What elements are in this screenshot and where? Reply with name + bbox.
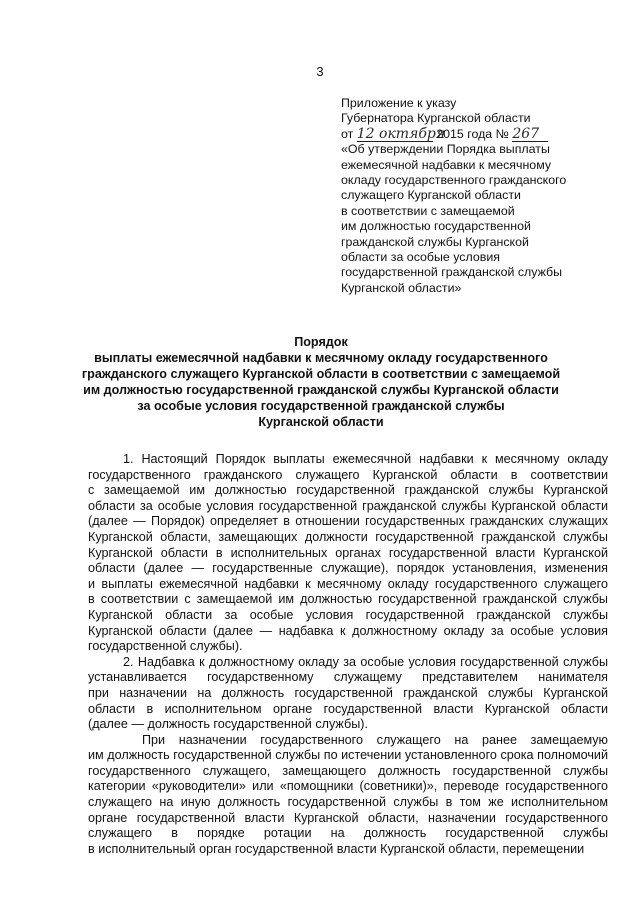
appendix-line: служащего Курганской области [341, 188, 521, 203]
title-line: им должностью государственной гражданской службы Курганской области [83, 383, 559, 397]
paragraph-line: области (далее — государственные служащие), порядок установления, изменения [88, 561, 608, 576]
title-line: Порядок [294, 335, 348, 349]
appendix-line: окладу государственного гражданского [341, 173, 567, 188]
paragraph-line: государственной службы). [88, 639, 243, 654]
paragraph-line: с замещаемой им должностью государственной гражданской службы Курганской [88, 483, 608, 498]
paragraph-line: области в исполнительном органе государственной власти Курганской области [88, 701, 608, 716]
appendix-line: Приложение к указу [341, 96, 457, 110]
paragraph-line: и выплаты ежемесячной надбавки к месячному окладу государственного служащего [88, 576, 608, 591]
paragraph-line: Курганской области (далее — надбавка к должностному окладу за особые условия [88, 623, 608, 638]
paragraph-line: служащего в порядке ротации на должность государственной службы [88, 826, 608, 841]
appendix-line: государственной гражданской службы [341, 265, 563, 280]
appendix-line: гражданской службы Курганской [341, 234, 529, 249]
date-prefix: от [341, 126, 354, 141]
date-suffix: 2015 года № [436, 126, 509, 141]
paragraph-line: (далее — должность государственной службы). [88, 717, 368, 732]
paragraph-line: в исполнительный орган государственной власти Курганской области, перемещении [88, 841, 585, 856]
appendix-line: Курганской области» [341, 280, 462, 295]
appendix-line: им должностью государственной [341, 219, 531, 234]
paragraph-line: при назначении на должность государственной гражданской службы Курганской [88, 685, 608, 700]
paragraph-line: устанавливается государственному служащему представителем нанимателя [88, 670, 608, 685]
paragraph-line: категории «руководители» или «помощники (советники)», переводе государственного [88, 779, 608, 794]
title-line: выплаты ежемесячной надбавки к месячному окладу государственного [94, 351, 548, 365]
document-title [60, 334, 582, 430]
appendix-line: в соответствии с замещаемой [341, 203, 515, 218]
appendix-header [341, 96, 611, 296]
paragraph-line: области за особые условия государственной гражданской службы Курганской области [88, 498, 608, 513]
document-body [90, 452, 608, 857]
appendix-line: «Об утверждении Порядка выплаты [341, 142, 550, 157]
appendix-date-line [341, 127, 611, 142]
page-number: 3 [316, 64, 324, 79]
handwritten-number: 267 [512, 128, 548, 142]
paragraph-line: (далее — Порядок) определяет в отношении государственных гражданских служащих [88, 514, 608, 529]
paragraph-line: в соответствии с замещаемой им должностью государственной гражданской службы [88, 592, 608, 607]
paragraph-line: государственного гражданского служащего Курганской области в соответствии [88, 467, 608, 482]
appendix-line: области за особые условия [341, 250, 500, 265]
paragraph-line: Курганской области, замещающих должности государственной гражданской службы [88, 529, 608, 544]
paragraph [90, 655, 608, 733]
title-line: гражданского служащего Курганской области в соответствии с замещаемой [81, 367, 561, 381]
appendix-line: Губернатора Курганской области [341, 111, 531, 126]
paragraph-line: служащего на иную должность государственной службы в том же исполнительном [88, 795, 608, 810]
paragraph [90, 452, 608, 655]
paragraph-line: Курганской области в исполнительных органах государственной власти Курганской [88, 545, 608, 560]
paragraph-line: государственного служащего, замещающего должность государственной службы [88, 763, 608, 778]
handwritten-date: 12 октября [356, 125, 446, 142]
paragraph [90, 733, 608, 858]
appendix-line: ежемесячной надбавки к месячному [341, 157, 552, 172]
paragraph-line: им должность государственной службы по истечении установленного срока полномочий [88, 748, 608, 763]
paragraph-line: При назначении государственного служащего на ранее замещаемую [142, 732, 608, 747]
paragraph-line: органе государственной власти Курганской области, назначении государственного [88, 810, 608, 825]
paragraph-line: Курганской области за особые условия государственной гражданской службы [88, 607, 608, 622]
title-line: за особые условия государственной гражданской службы [137, 399, 505, 413]
paragraph-line: 1. Настоящий Порядок выплаты ежемесячной надбавки к месячному окладу [123, 452, 608, 466]
title-line: Курганской области [258, 415, 384, 429]
paragraph-line: 2. Надбавка к должностному окладу за особые условия государственной службы [123, 654, 608, 669]
